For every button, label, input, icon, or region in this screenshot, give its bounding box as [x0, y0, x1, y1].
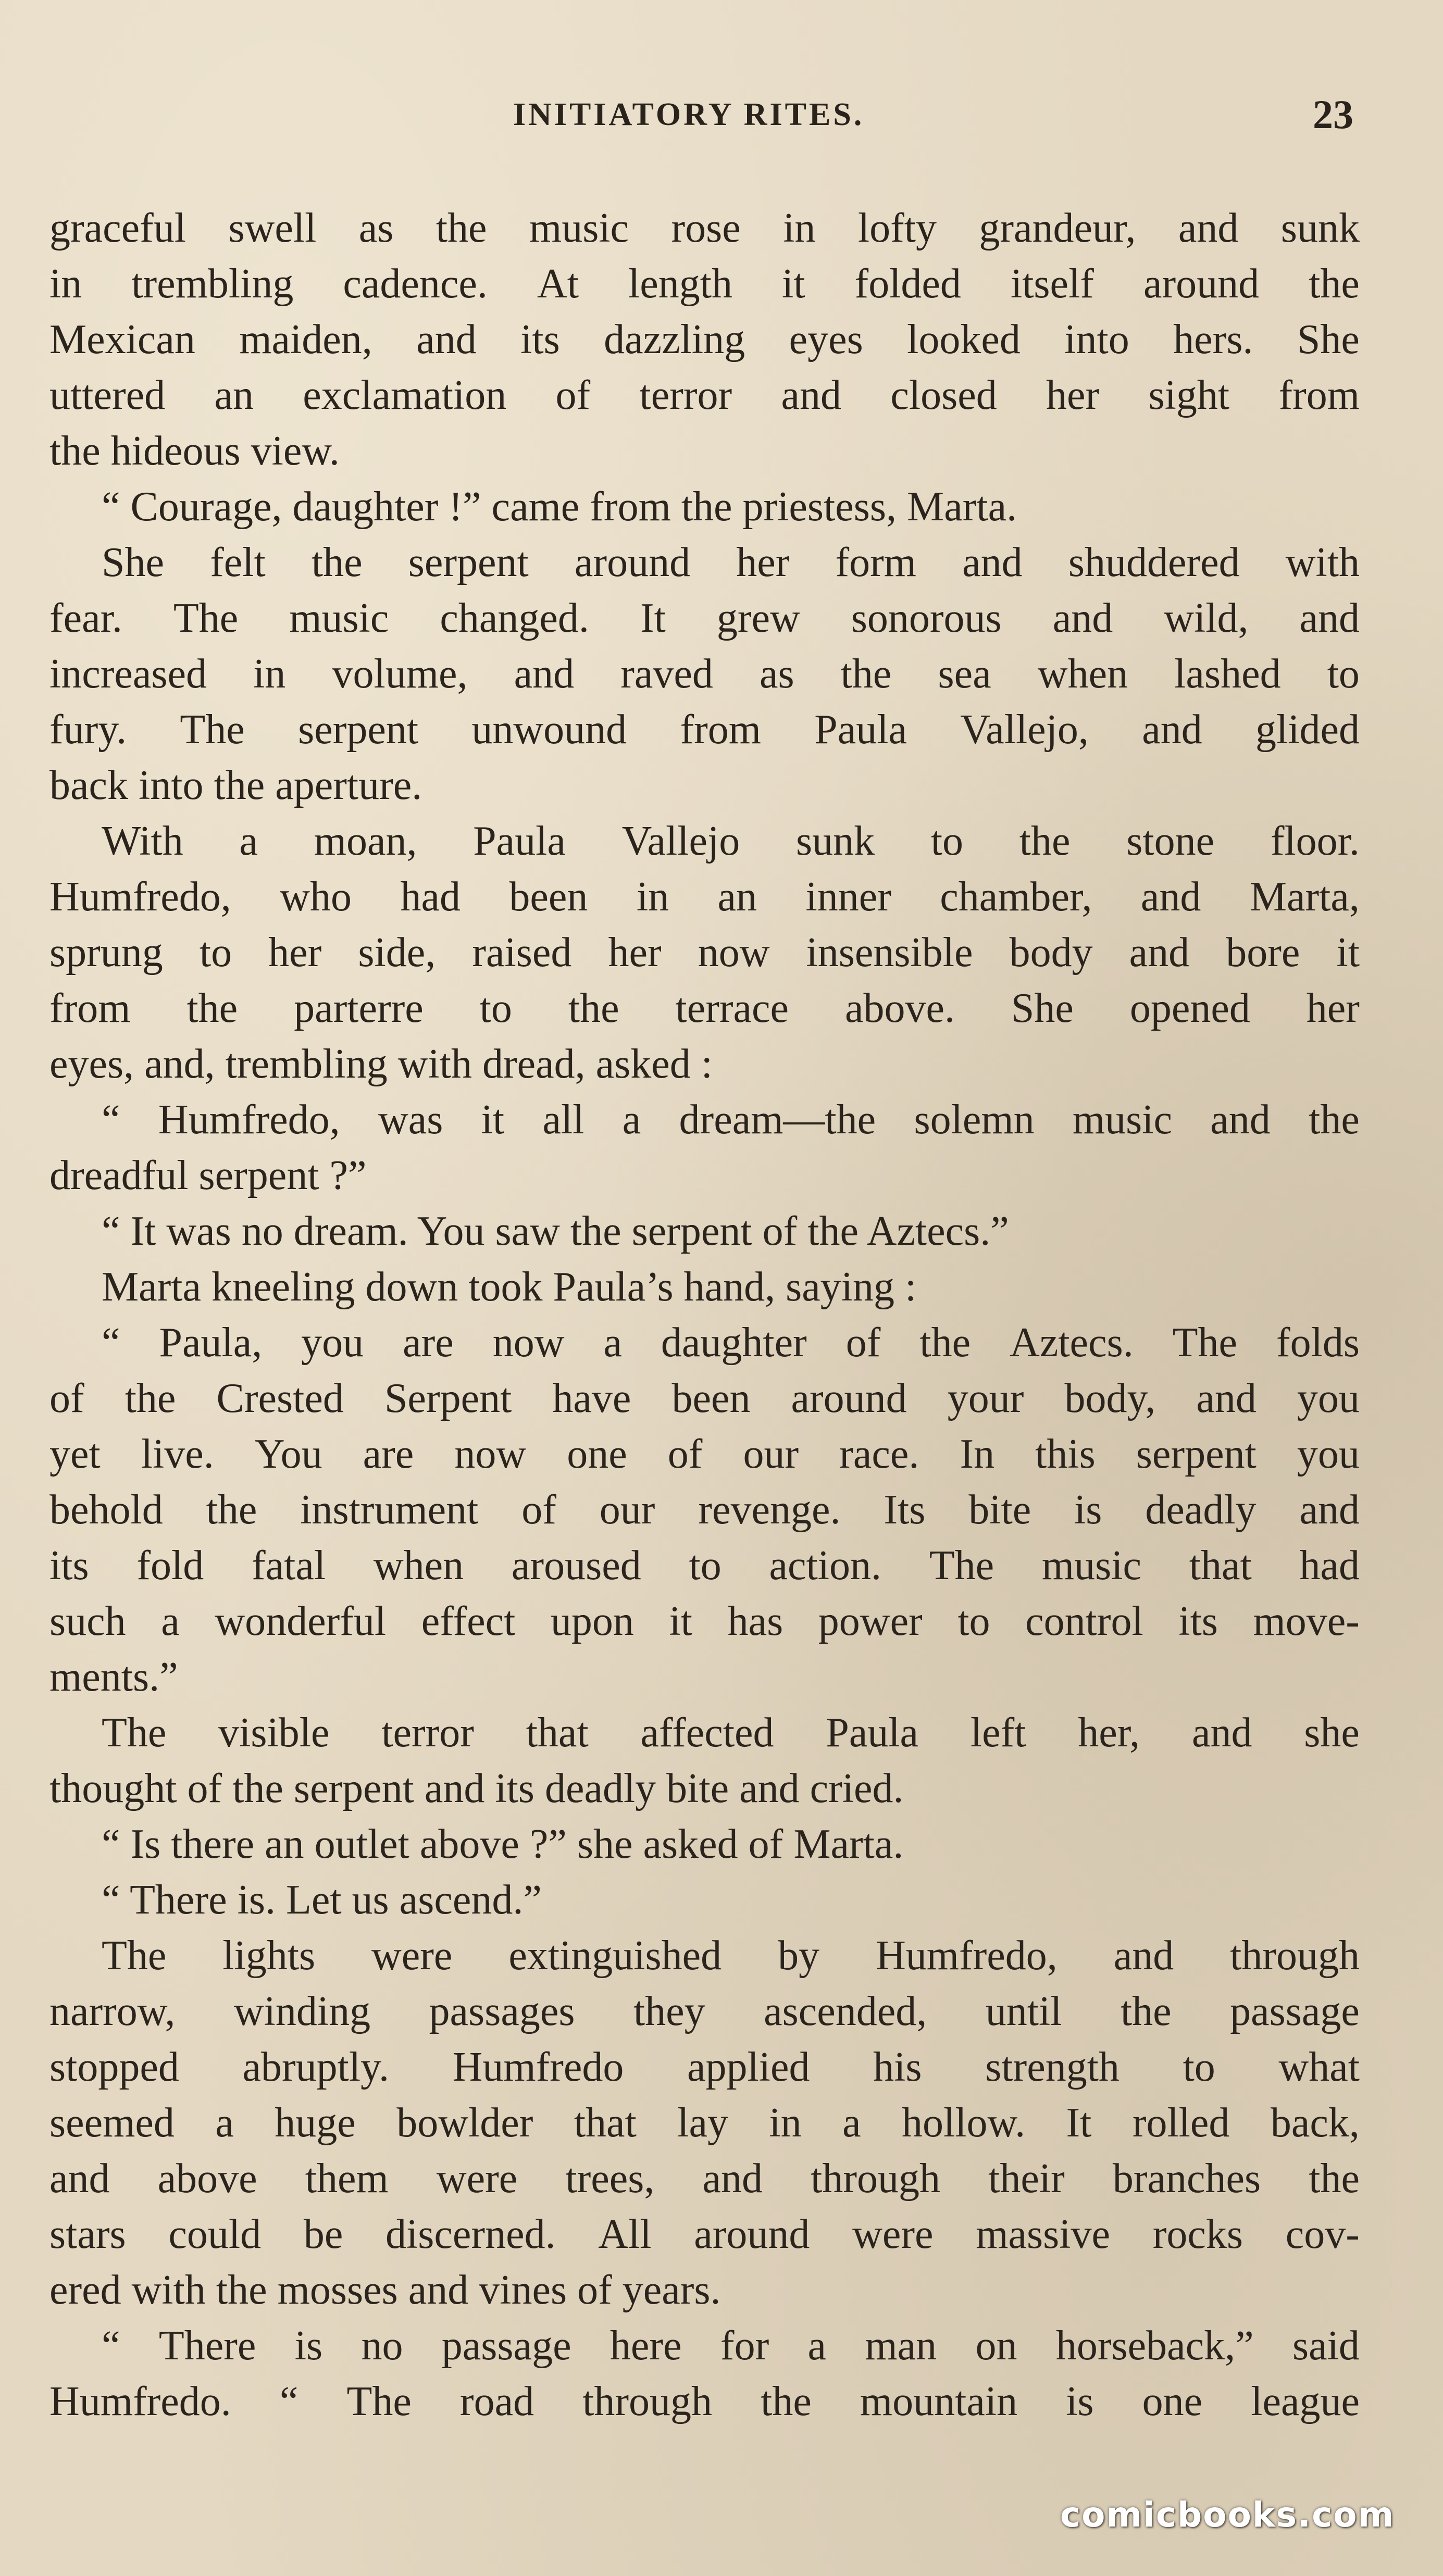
text-line: narrow, winding passages they ascended, until the passage [49, 1989, 1360, 2034]
text-line: back into the aperture. [49, 762, 422, 808]
watermark: comicbooks.com [1060, 2495, 1395, 2535]
text-line: sprung to her side, raised her now insensible body and bore it [49, 930, 1360, 976]
text-line: “ Paula, you are now a daughter of the Aztecs. The folds [102, 1320, 1360, 1366]
text-line: graceful swell as the music rose in lofty grandeur, and sunk [49, 205, 1360, 251]
page-header [0, 91, 1443, 148]
text-line: The lights were extinguished by Humfredo, and through [102, 1933, 1360, 1979]
text-line: Mexican maiden, and its dazzling eyes looked into hers. She [49, 317, 1360, 362]
text-line: “ There is no passage here for a man on horseback,” said [102, 2323, 1360, 2369]
text-line: stopped abruptly. Humfredo applied his strength to what [49, 2044, 1360, 2090]
body-text [49, 201, 1360, 2430]
text-line: “ There is. Let us ascend.” [102, 1877, 542, 1923]
text-line: seemed a huge bowlder that lay in a hollow. It rolled back, [49, 2100, 1360, 2146]
text-line: fury. The serpent unwound from Paula Vallejo, and glided [49, 707, 1360, 753]
text-line: The visible terror that affected Paula left her, and she [102, 1710, 1360, 1756]
text-line: “ Is there an outlet above ?” she asked of Marta. [102, 1821, 904, 1867]
text-line: thought of the serpent and its deadly bite and cried. [49, 1766, 904, 1811]
text-line: Marta kneeling down took Paula’s hand, saying : [102, 1264, 917, 1310]
text-line: increased in volume, and raved as the sea when lashed to [49, 651, 1360, 697]
text-line: “ It was no dream. You saw the serpent of the Aztecs.” [102, 1208, 1009, 1254]
text-line: the hideous view. [49, 428, 340, 474]
text-line: Humfredo, who had been in an inner chamber, and Marta, [49, 874, 1360, 920]
text-line: “ Courage, daughter !” came from the priestess, Marta. [102, 484, 1017, 530]
text-line: yet live. You are now one of our race. In this serpent you [49, 1431, 1360, 1477]
text-line: With a moan, Paula Vallejo sunk to the stone floor. [102, 818, 1360, 864]
text-line: its fold fatal when aroused to action. The music that had [49, 1543, 1360, 1589]
text-line: ered with the mosses and vines of years. [49, 2267, 721, 2313]
text-line: fear. The music changed. It grew sonorous and wild, and [49, 595, 1360, 641]
text-line: Humfredo. “ The road through the mountain is one league [49, 2379, 1360, 2424]
text-line: of the Crested Serpent have been around your body, and you [49, 1375, 1360, 1421]
running-head: INITIATORY RITES. [513, 97, 865, 132]
page-number: 23 [1313, 92, 1353, 137]
text-line: eyes, and, trembling with dread, asked : [49, 1041, 713, 1087]
text-line: from the parterre to the terrace above. She opened her [49, 985, 1360, 1031]
text-line: uttered an exclamation of terror and closed her sight from [49, 372, 1360, 418]
text-line: dreadful serpent ?” [49, 1153, 367, 1198]
text-line: behold the instrument of our revenge. Its bite is deadly and [49, 1487, 1360, 1533]
text-line: “ Humfredo, was it all a dream—the solemn music and the [102, 1097, 1360, 1143]
text-line: ments.” [49, 1654, 178, 1700]
text-line: She felt the serpent around her form and shuddered with [102, 540, 1360, 585]
text-line: such a wonderful effect upon it has power to control its move- [49, 1598, 1360, 1644]
text-line: stars could be discerned. All around were massive rocks cov- [49, 2211, 1360, 2257]
text-line: and above them were trees, and through their branches the [49, 2156, 1360, 2202]
text-line: in trembling cadence. At length it folded itself around the [49, 261, 1360, 307]
